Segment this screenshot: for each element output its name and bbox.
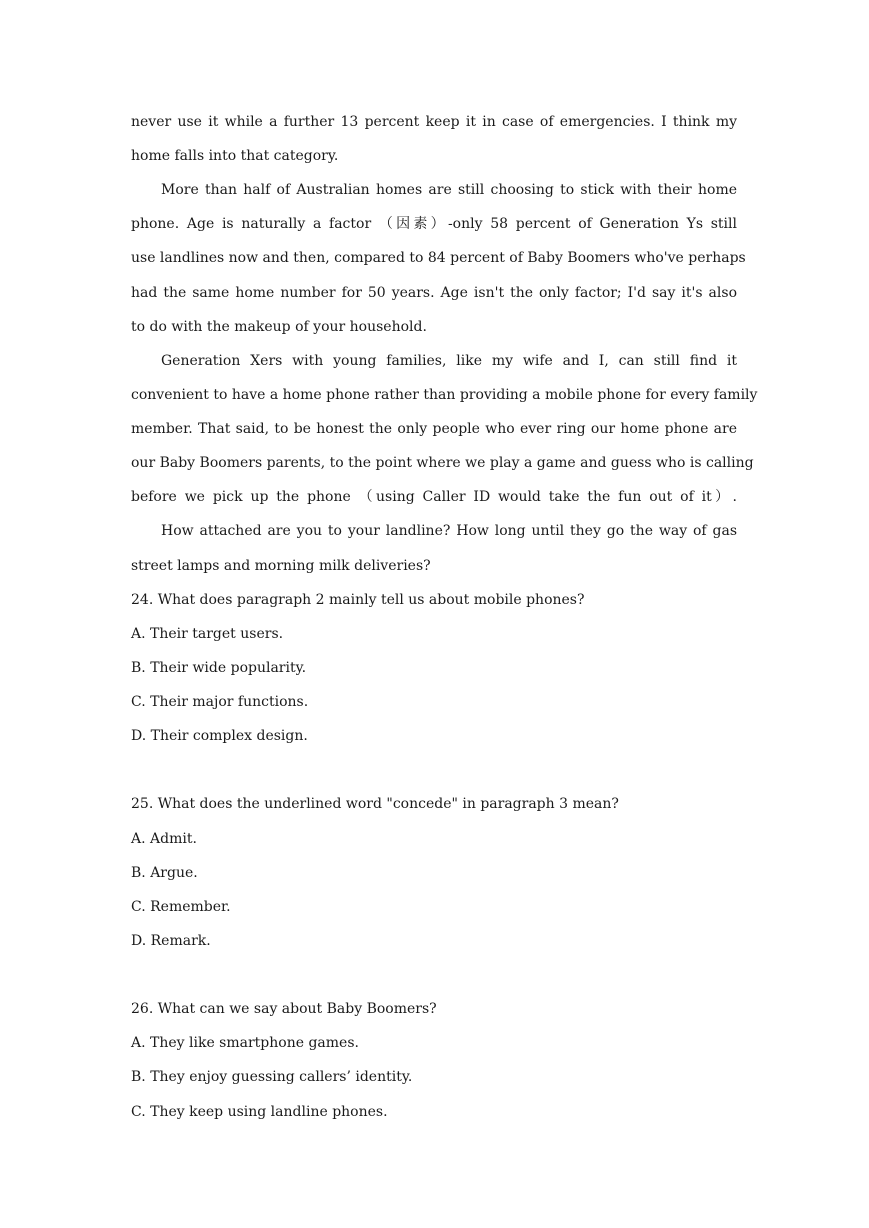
passage-line: street lamps and morning milk deliveries? (131, 558, 431, 574)
passage-line: never use it while a further 13 percent keep it in case of emergencies. I think my (131, 114, 737, 130)
question-26-option-a: A. They like smartphone games. (131, 1035, 359, 1051)
question-24-option-b: B. Their wide popularity. (131, 660, 307, 676)
passage-line: Generation Xers with young families, like my wife and I, can still find it (161, 353, 737, 369)
question-24-option-a: A. Their target users. (131, 626, 284, 642)
passage-line: our Baby Boomers parents, to the point where we play a game and guess who is calling (131, 455, 754, 471)
passage-line: had the same home number for 50 years. Age isn't the only factor; I'd say it's also (131, 285, 737, 301)
question-25-option-b: B. Argue. (131, 865, 198, 881)
question-25-option-a: A. Admit. (131, 831, 197, 847)
question-24-option-d: D. Their complex design. (131, 728, 308, 744)
question-25-option-d: D. Remark. (131, 933, 211, 949)
question-25-option-c: C. Remember. (131, 899, 231, 915)
passage-line: How attached are you to your landline? How long until they go the way of gas (161, 523, 737, 539)
passage-line: convenient to have a home phone rather than providing a mobile phone for every family (131, 387, 758, 403)
question-24-option-c: C. Their major functions. (131, 694, 309, 710)
question-24-stem: 24. What does paragraph 2 mainly tell us about mobile phones? (131, 592, 585, 608)
passage-line: home falls into that category. (131, 148, 339, 164)
passage-line: use landlines now and then, compared to 84 percent of Baby Boomers who've perhaps (131, 250, 746, 266)
passage-line: before we pick up the phone （using Caller ID would take the fun out of it）. (131, 489, 737, 505)
passage-line: phone. Age is naturally a factor （因素）-only 58 percent of Generation Ys still (131, 216, 737, 232)
passage-line: member. That said, to be honest the only people who ever ring our home phone are (131, 421, 737, 437)
passage-line: More than half of Australian homes are still choosing to stick with their home (161, 182, 737, 198)
question-26-option-c: C. They keep using landline phones. (131, 1104, 388, 1120)
question-26-option-b: B. They enjoy guessing callers’ identity. (131, 1069, 413, 1085)
passage-line: to do with the makeup of your household. (131, 319, 427, 335)
question-25-stem: 25. What does the underlined word "concede" in paragraph 3 mean? (131, 796, 619, 812)
question-26-stem: 26. What can we say about Baby Boomers? (131, 1001, 437, 1017)
